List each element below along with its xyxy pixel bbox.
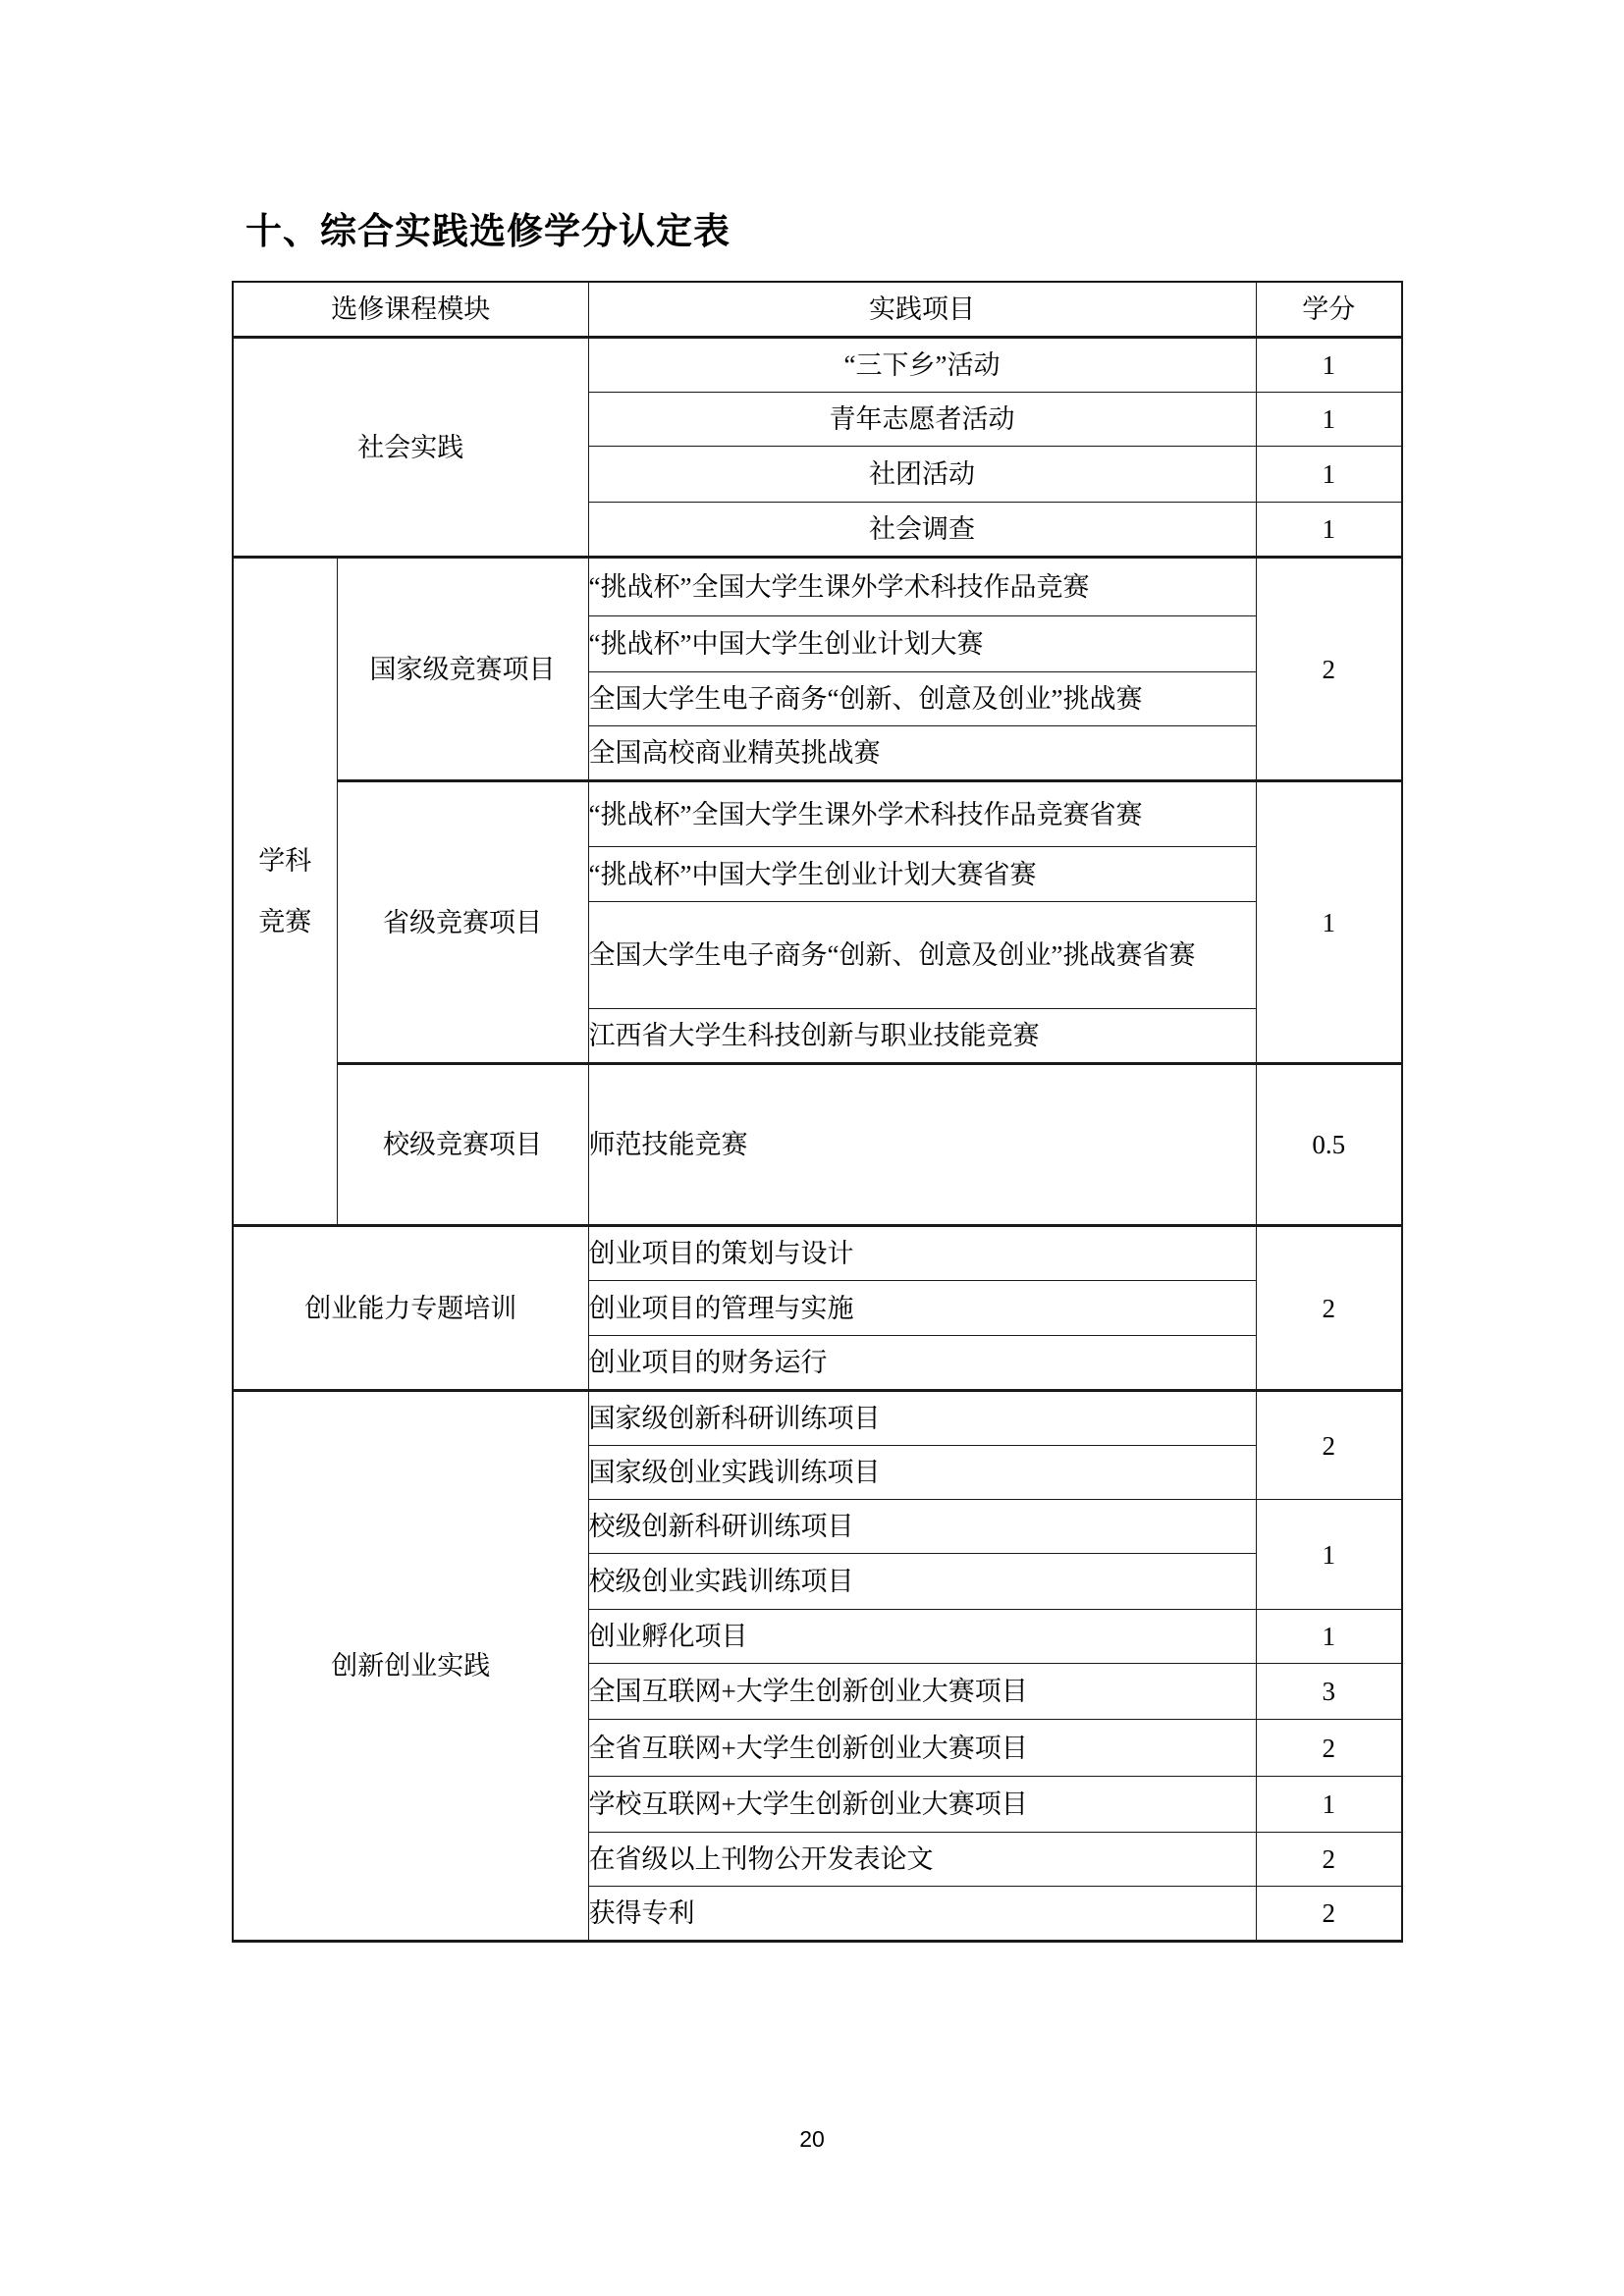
project-cell: 校级创新科研训练项目	[588, 1500, 1256, 1554]
page-title: 十、综合实践选修学分认定表	[245, 212, 731, 252]
project-cell: 学校互联网+大学生创新创业大赛项目	[588, 1777, 1256, 1833]
credit-cell: 2	[1256, 1887, 1402, 1942]
submodule-cell-school: 校级竞赛项目	[337, 1064, 588, 1226]
project-cell: 社会调查	[588, 503, 1256, 558]
module-cell-innovation: 创新创业实践	[233, 1391, 588, 1942]
module-cell-training: 创业能力专题培训	[233, 1226, 588, 1391]
credit-cell: 1	[1256, 447, 1402, 503]
project-cell: “挑战杯”中国大学生创业计划大赛省赛	[588, 847, 1256, 902]
project-cell: 创业项目的财务运行	[588, 1336, 1256, 1391]
credit-cell: 1	[1256, 393, 1402, 447]
project-cell: 校级创业实践训练项目	[588, 1554, 1256, 1610]
credit-cell: 1	[1256, 1500, 1402, 1610]
project-cell: 师范技能竞赛	[588, 1064, 1256, 1226]
project-cell: 国家级创新科研训练项目	[588, 1391, 1256, 1446]
table-row	[233, 781, 1402, 847]
project-cell: 创业孵化项目	[588, 1610, 1256, 1664]
table-row	[233, 338, 1402, 393]
credit-cell: 1	[1256, 781, 1402, 1064]
credit-cell: 2	[1256, 1226, 1402, 1391]
credit-cell: 2	[1256, 1720, 1402, 1777]
project-cell: 在省级以上刊物公开发表论文	[588, 1833, 1256, 1887]
page-number: 20	[799, 2126, 825, 2152]
project-cell: 社团活动	[588, 447, 1256, 503]
project-cell: “三下乡”活动	[588, 338, 1256, 393]
project-cell: 创业项目的管理与实施	[588, 1281, 1256, 1336]
credit-cell: 2	[1256, 558, 1402, 781]
credit-cell: 1	[1256, 338, 1402, 393]
module-cell-competition	[233, 558, 337, 1226]
table-row	[233, 1064, 1402, 1226]
header-credit-cell: 学分	[1256, 282, 1402, 338]
submodule-cell-provincial: 省级竞赛项目	[337, 781, 588, 1064]
header-module-cell: 选修课程模块	[233, 282, 588, 338]
project-cell: 全国大学生电子商务“创新、创意及创业”挑战赛	[588, 672, 1256, 726]
project-cell: 青年志愿者活动	[588, 393, 1256, 447]
table-row	[233, 558, 1402, 616]
project-cell: 江西省大学生科技创新与职业技能竞赛	[588, 1009, 1256, 1064]
credit-cell: 1	[1256, 1610, 1402, 1664]
credit-cell: 2	[1256, 1391, 1402, 1500]
credit-cell: 1	[1256, 503, 1402, 558]
credit-recognition-table	[232, 281, 1403, 1943]
project-cell: “挑战杯”全国大学生课外学术科技作品竞赛	[588, 558, 1256, 616]
submodule-cell-national: 国家级竞赛项目	[337, 558, 588, 781]
project-cell: 全国互联网+大学生创新创业大赛项目	[588, 1664, 1256, 1720]
table-row	[233, 1391, 1402, 1446]
project-cell: 全国高校商业精英挑战赛	[588, 726, 1256, 781]
table-row	[233, 1226, 1402, 1281]
credit-cell: 1	[1256, 1777, 1402, 1833]
project-cell: 国家级创业实践训练项目	[588, 1446, 1256, 1500]
project-cell: 获得专利	[588, 1887, 1256, 1942]
project-cell: 创业项目的策划与设计	[588, 1226, 1256, 1281]
table-header-row	[233, 282, 1402, 338]
credit-cell: 0.5	[1256, 1064, 1402, 1226]
project-cell: “挑战杯”全国大学生课外学术科技作品竞赛省赛	[588, 781, 1256, 847]
module-label-line: 竞赛	[258, 907, 312, 936]
project-cell: 全国大学生电子商务“创新、创意及创业”挑战赛省赛	[588, 902, 1256, 1009]
module-cell-social: 社会实践	[233, 338, 588, 558]
project-cell: “挑战杯”中国大学生创业计划大赛	[588, 616, 1256, 672]
credit-cell: 2	[1256, 1833, 1402, 1887]
project-cell: 全省互联网+大学生创新创业大赛项目	[588, 1720, 1256, 1777]
header-project-cell: 实践项目	[588, 282, 1256, 338]
module-label-line: 学科	[258, 846, 312, 876]
credit-cell: 3	[1256, 1664, 1402, 1720]
